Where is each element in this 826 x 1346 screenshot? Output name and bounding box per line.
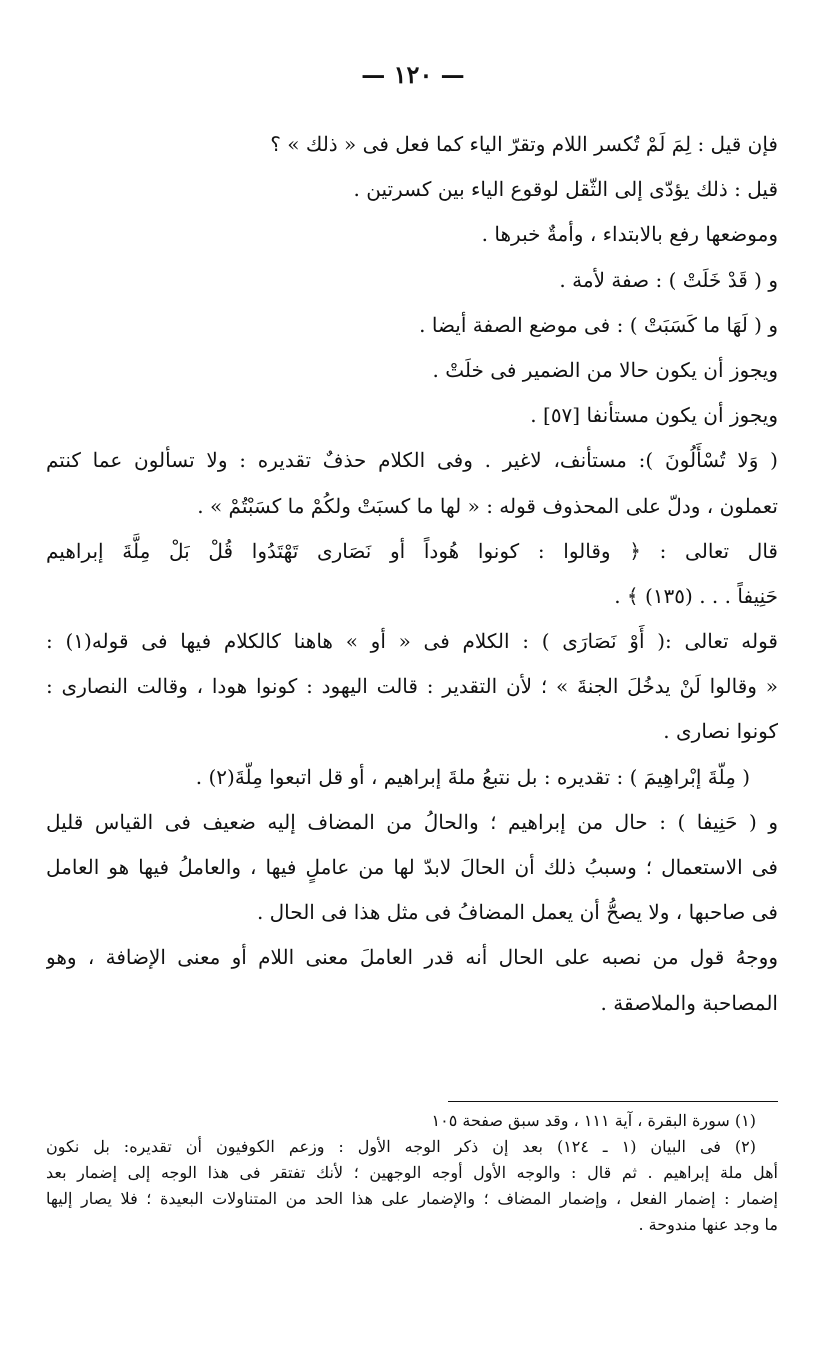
- text-line: و ( حَنِيفا ) : حال من إبراهيم ؛ والحالُ من المضاف إليه ضعيف فى القياس قليل: [46, 809, 778, 834]
- text-line: فى الاستعمال ؛ وسببُ ذلك أن الحالَ لابدّ لها من عاملٍ فيها ، والعاملُ فيها هو العامل: [46, 855, 778, 879]
- text-line: و ( قَدْ خَلَتْ ) : صفة لأمة .: [559, 267, 778, 292]
- text-line: « وقالوا لَنْ يدخُلَ الجنةَ » ؛ لأن التقدير : قالت اليهود : كونوا هودا ، وقالت النصارى :: [46, 674, 778, 699]
- footnote-line: (١) سورة البقرة ، آية ١١١ ، وقد سبق صفحة ١٠٥: [431, 1111, 756, 1130]
- text-line: كونوا نصارى .: [663, 719, 778, 744]
- text-line: المصاحبة والملاصقة .: [600, 990, 778, 1015]
- text-line: ( وَلا تُسْأَلُونَ ): مستأنف، لاغير . وفى الكلام حذفٌ تقديره : ولا تسألون عما كنتم: [46, 448, 778, 473]
- main-text: [46, 122, 778, 1026]
- text-line: قيل : ذلك يؤدّى إلى الثّقل لوقوع الياء بين كسرتين .: [353, 177, 778, 202]
- footnote-line: (٢) فى البيان (١ ـ ١٢٤) بعد إن ذكر الوجه الأول : وزعم الكوفيون أن تقديره: بل نكون: [46, 1137, 757, 1156]
- footnotes: [46, 1108, 778, 1238]
- footnote-line: إضمار : إضمار الفعل ، وإضمار المضاف ؛ والإضمار على هذا الحد من المتناولات البعيدة ؛ فلا يصار إليها: [46, 1189, 778, 1208]
- text-line: ويجوز أن يكون مستأنفا [٥٧] .: [530, 403, 778, 428]
- text-line: و ( لَهَا ما كَسَبَتْ ) : فى موضع الصفة أيضا .: [419, 312, 778, 337]
- text-line: ويجوز أن يكون حالا من الضمير فى خلَتْ .: [432, 357, 778, 382]
- page-number: — ١٢٠ —: [361, 60, 465, 89]
- footnote-line: ما وجد عنها مندوحة .: [638, 1215, 778, 1234]
- text-line: ووجهُ قول من نصبه على الحال أنه قدر العاملَ معنى اللام أو معنى الإضافة ، وهو: [46, 945, 778, 970]
- text-line: قوله تعالى :( أَوْ نَصَارَى ) : الكلام فى « أو » هاهنا كالكلام فيها فى قوله(١) :: [46, 629, 778, 654]
- text-line: فإن قيل : لِمَ لَمْ تُكسر اللام وتقرّ الياء كما فعل فى « ذلك » ؟: [270, 132, 778, 156]
- text-line: حَنِيفاً . . . (١٣٥) ﴾ .: [614, 583, 778, 608]
- text-line: ( مِلّةَ إبْراهِيمَ ) : تقديره : بل نتبعُ ملةَ إبراهيم ، أو قل اتبعوا مِلّةَ(٢) .: [195, 764, 750, 789]
- text-line: تعملون ، ودلّ على المحذوف قوله : « لها ما كسبَتْ ولكُمْ ما كسَبْتُمْ » .: [197, 493, 778, 518]
- text-line: قال تعالى : ﴿ وقالوا : كونوا هُوداً أو نَصَارى تَهْتَدُوا قُلْ بَلْ مِلَّةَ إبراهيم: [46, 538, 778, 563]
- footnote-separator: [448, 1101, 778, 1102]
- text-line: وموضعها رفع بالابتداء ، وأمةٌ خبرها .: [481, 222, 778, 247]
- footnote-line: أهل ملة إبراهيم . ثم قال : والوجه الأول أوجه الوجهين ؛ لأنك تفتقر فى هذا الوجه إلى إضمار بعد: [46, 1163, 778, 1182]
- text-line: فى صاحبها ، ولا يصحُّ أن يعمل المضافُ فى مثل هذا فى الحال .: [256, 900, 778, 925]
